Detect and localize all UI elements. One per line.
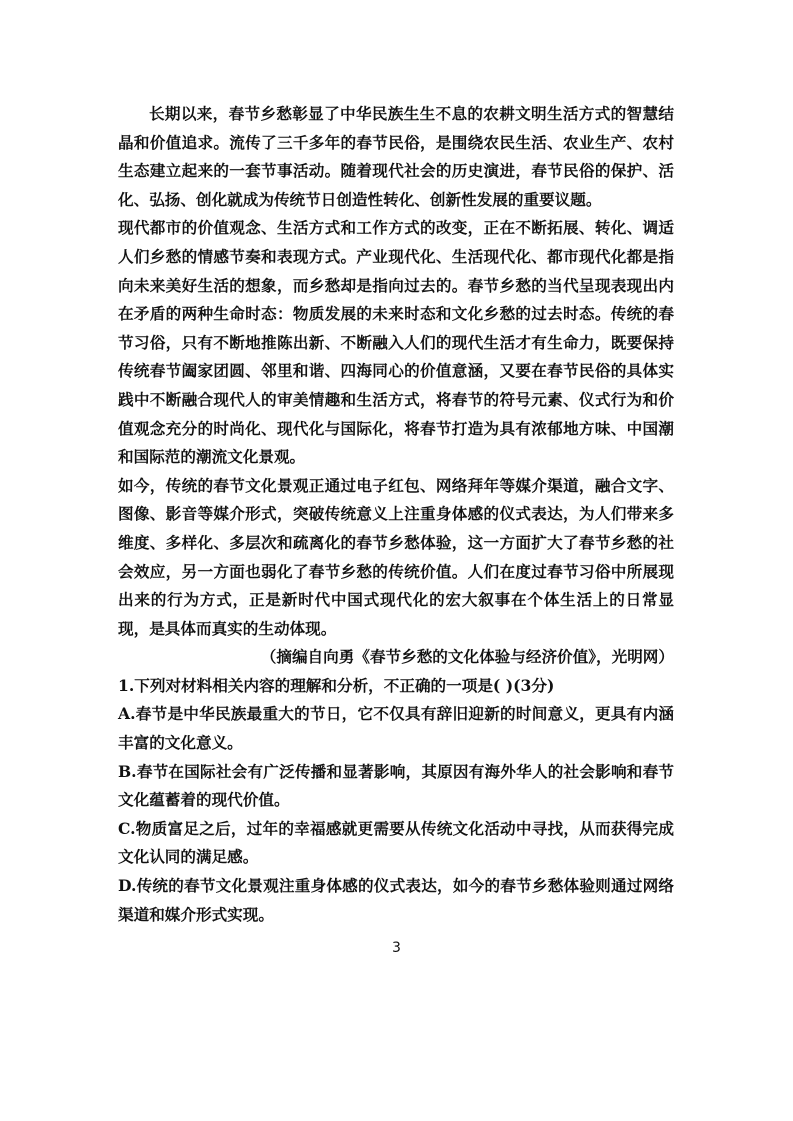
paragraph-2: 现代都市的价值观念、生活方式和工作方式的改变，正在不断拓展、转化、调适人们乡愁的情感节奏和表现方式。产业现代化、生活现代化、都市现代化都是指向未来美好生活的想象，而乡愁却是指向过去的。春节乡愁的当代呈现表现出内在矛盾的两种生命时态：物质发展的未来时态和文化乡愁的过去时态。传统的春节习俗，只有不断地推陈出新、不断融入人们的现代生活才有生命力，既要保持传统春节阖家团圆、邻里和谐、四海同心的价值意涵，又要在春节民俗的具体实践中不断融合现代人的审美情趣和生活方式，将春节的符号元素、仪式行为和价值观念充分的时尚化、现代化与国际化，将春节打造为具有浓郁地方味、中国潮和国际范的潮流文化景观。 [118,218,674,467]
option-d: D.传统的春节文化景观注重身体感的仪式表达，如今的春节乡愁体验则通过网络渠道和媒介形式实现。 [118,876,674,924]
option-c: C.物质富足之后，过年的幸福感就更需要从传统文化活动中寻找，从而获得完成文化认同的满足感。 [118,818,674,867]
option-b: B.春节在国际社会有广泛传播和显著影响，其原因有海外华人的社会影响和春节文化蕴蓄着的现代价值。 [118,761,674,810]
paragraph-1: 长期以来，春节乡愁彰显了中华民族生生不息的农耕文明生活方式的智慧结晶和价值追求。流传了三千多年的春节民俗，是围绕农民生活、农业生产、农村生态建立起来的一套节事活动。随着现代社会的历史演进，春节民俗的保护、活化、弘扬、创化就成为传统节日创造性转化、创新性发展的重要议题。 [118,104,674,209]
option-a: A.春节是中华民族最重大的节日，它不仅具有辞旧迎新的时间意义，更具有内涵丰富的文化意义。 [118,704,674,753]
document-body [118,100,674,929]
question-stem: 1.下列对材料相关内容的理解和分析，不正确的一项是( )(3分) [118,675,555,695]
page-number: 3 [392,940,401,956]
source-citation: （摘编自向勇《春节乡愁的文化体验与经济价值》，光明网） [260,647,674,667]
paragraph-3: 如今，传统的春节文化景观正通过电子红包、网络拜年等媒介渠道，融合文字、图像、影音等媒介形式，突破传统意义上注重身体感的仪式表达，为人们带来多维度、多样化、多层次和疏离化的春节乡愁体验，这一方面扩大了春节乡愁的社会效应，另一方面也弱化了春节乡愁的传统价值。人们在度过春节习俗中所展现出来的行为方式，正是新时代中国式现代化的宏大叙事在个体生活上的日常显现，是具体而真实的生动体现。 [118,475,674,638]
